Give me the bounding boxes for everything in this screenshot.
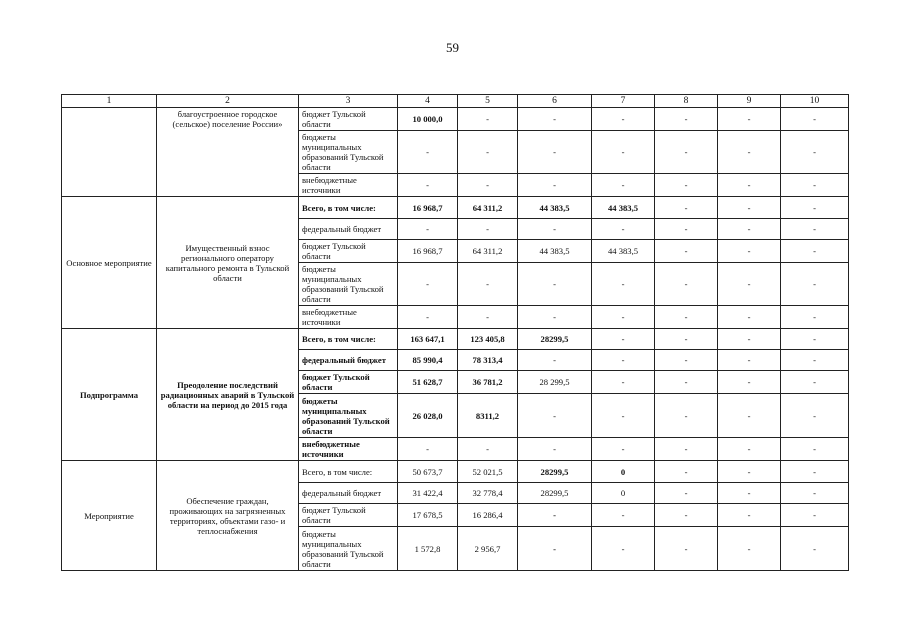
value-cell: - bbox=[781, 131, 849, 174]
value-cell: - bbox=[718, 131, 781, 174]
value-cell: - bbox=[718, 197, 781, 219]
value-cell: - bbox=[781, 263, 849, 306]
section-type-cell: Основное мероприятие bbox=[62, 197, 157, 329]
value-cell: - bbox=[592, 131, 655, 174]
value-cell: - bbox=[458, 219, 518, 240]
value-cell: - bbox=[458, 263, 518, 306]
value-cell: - bbox=[398, 263, 458, 306]
funding-source-cell: федеральный бюджет bbox=[299, 350, 398, 371]
funding-source-cell: бюджет Тульской области bbox=[299, 240, 398, 263]
value-cell: - bbox=[592, 174, 655, 197]
value-cell: 78 313,4 bbox=[458, 350, 518, 371]
value-cell: - bbox=[518, 263, 592, 306]
value-cell: - bbox=[655, 306, 718, 329]
column-header: 5 bbox=[458, 95, 518, 108]
table-row bbox=[62, 108, 849, 131]
value-cell: - bbox=[781, 527, 849, 571]
value-cell: - bbox=[518, 350, 592, 371]
budget-table bbox=[61, 94, 849, 571]
value-cell: 44 383,5 bbox=[592, 240, 655, 263]
value-cell: - bbox=[718, 329, 781, 350]
value-cell: 28 299,5 bbox=[518, 371, 592, 394]
funding-source-cell: бюджет Тульской области bbox=[299, 504, 398, 527]
section-name-cell: благоустроенное городское (сельское) поселение России» bbox=[157, 108, 299, 197]
table-row bbox=[62, 461, 849, 483]
value-cell: 44 383,5 bbox=[518, 240, 592, 263]
value-cell: - bbox=[592, 350, 655, 371]
value-cell: - bbox=[592, 394, 655, 438]
value-cell: - bbox=[781, 306, 849, 329]
value-cell: 52 021,5 bbox=[458, 461, 518, 483]
column-header: 6 bbox=[518, 95, 592, 108]
value-cell: - bbox=[518, 108, 592, 131]
value-cell: 26 028,0 bbox=[398, 394, 458, 438]
value-cell: 44 383,5 bbox=[518, 197, 592, 219]
header-row bbox=[62, 95, 849, 108]
value-cell: - bbox=[781, 329, 849, 350]
page-number: 59 bbox=[446, 40, 459, 55]
value-cell: 44 383,5 bbox=[592, 197, 655, 219]
funding-source-cell: Всего, в том числе: bbox=[299, 329, 398, 350]
funding-source-cell: внебюджетные источники bbox=[299, 306, 398, 329]
value-cell: - bbox=[781, 350, 849, 371]
funding-source-cell: бюджеты муниципальных образований Тульской области bbox=[299, 131, 398, 174]
value-cell: - bbox=[781, 461, 849, 483]
value-cell: - bbox=[718, 219, 781, 240]
value-cell: - bbox=[655, 263, 718, 306]
funding-source-cell: Всего, в том числе: bbox=[299, 461, 398, 483]
value-cell: 64 311,2 bbox=[458, 197, 518, 219]
table-row bbox=[62, 329, 849, 350]
value-cell: 163 647,1 bbox=[398, 329, 458, 350]
section-type-cell: Подпрограмма bbox=[62, 329, 157, 461]
value-cell: - bbox=[592, 527, 655, 571]
value-cell: - bbox=[655, 108, 718, 131]
funding-source-cell: бюджеты муниципальных образований Тульской области bbox=[299, 394, 398, 438]
value-cell: - bbox=[458, 174, 518, 197]
value-cell: - bbox=[518, 219, 592, 240]
funding-source-cell: Всего, в том числе: bbox=[299, 197, 398, 219]
value-cell: - bbox=[718, 371, 781, 394]
value-cell: - bbox=[781, 174, 849, 197]
value-cell: - bbox=[458, 108, 518, 131]
value-cell: - bbox=[718, 527, 781, 571]
value-cell: 50 673,7 bbox=[398, 461, 458, 483]
value-cell: 1 572,8 bbox=[398, 527, 458, 571]
value-cell: - bbox=[518, 527, 592, 571]
column-header: 4 bbox=[398, 95, 458, 108]
value-cell: 16 968,7 bbox=[398, 240, 458, 263]
value-cell: - bbox=[592, 306, 655, 329]
value-cell: - bbox=[655, 371, 718, 394]
value-cell: - bbox=[718, 306, 781, 329]
value-cell: 51 628,7 bbox=[398, 371, 458, 394]
value-cell: - bbox=[781, 219, 849, 240]
value-cell: - bbox=[398, 306, 458, 329]
value-cell: - bbox=[518, 394, 592, 438]
section-name-cell: Имущественный взнос регионального оператору капитального ремонта в Тульской области bbox=[157, 197, 299, 329]
value-cell: - bbox=[592, 438, 655, 461]
value-cell: - bbox=[718, 438, 781, 461]
column-header: 10 bbox=[781, 95, 849, 108]
value-cell: 123 405,8 bbox=[458, 329, 518, 350]
value-cell: - bbox=[718, 263, 781, 306]
value-cell: - bbox=[655, 197, 718, 219]
value-cell: - bbox=[781, 483, 849, 504]
value-cell: - bbox=[398, 438, 458, 461]
value-cell: - bbox=[781, 197, 849, 219]
funding-source-cell: федеральный бюджет bbox=[299, 483, 398, 504]
value-cell: - bbox=[458, 306, 518, 329]
value-cell: 32 778,4 bbox=[458, 483, 518, 504]
value-cell: 31 422,4 bbox=[398, 483, 458, 504]
section-name-cell: Обеспечение граждан, проживающих на загрязненных территориях, объектами газо- и теплоснабжения bbox=[157, 461, 299, 571]
value-cell: 0 bbox=[592, 461, 655, 483]
value-cell: - bbox=[398, 131, 458, 174]
funding-source-cell: бюджеты муниципальных образований Тульской области bbox=[299, 263, 398, 306]
value-cell: - bbox=[781, 394, 849, 438]
value-cell: - bbox=[518, 438, 592, 461]
value-cell: - bbox=[718, 174, 781, 197]
value-cell: - bbox=[518, 306, 592, 329]
column-header: 9 bbox=[718, 95, 781, 108]
value-cell: - bbox=[718, 504, 781, 527]
value-cell: - bbox=[655, 438, 718, 461]
value-cell: - bbox=[592, 263, 655, 306]
value-cell: 16 286,4 bbox=[458, 504, 518, 527]
value-cell: - bbox=[781, 108, 849, 131]
value-cell: 0 bbox=[592, 483, 655, 504]
table-row bbox=[62, 197, 849, 219]
section-name-cell: Преодоление последствий радиационных аварий в Тульской области на период до 2015 года bbox=[157, 329, 299, 461]
column-header: 1 bbox=[62, 95, 157, 108]
value-cell: - bbox=[518, 131, 592, 174]
value-cell: - bbox=[655, 483, 718, 504]
column-header: 2 bbox=[157, 95, 299, 108]
value-cell: - bbox=[781, 504, 849, 527]
value-cell: - bbox=[592, 371, 655, 394]
value-cell: - bbox=[398, 219, 458, 240]
value-cell: 17 678,5 bbox=[398, 504, 458, 527]
funding-source-cell: федеральный бюджет bbox=[299, 219, 398, 240]
value-cell: - bbox=[518, 504, 592, 527]
value-cell: - bbox=[718, 461, 781, 483]
funding-source-cell: бюджеты муниципальных образований Тульской области bbox=[299, 527, 398, 571]
value-cell: 64 311,2 bbox=[458, 240, 518, 263]
value-cell: 8311,2 bbox=[458, 394, 518, 438]
funding-source-cell: бюджет Тульской области bbox=[299, 371, 398, 394]
value-cell: - bbox=[718, 350, 781, 371]
value-cell: - bbox=[655, 504, 718, 527]
value-cell: - bbox=[592, 329, 655, 350]
column-header: 8 bbox=[655, 95, 718, 108]
value-cell: - bbox=[781, 438, 849, 461]
value-cell: - bbox=[655, 461, 718, 483]
value-cell: - bbox=[458, 438, 518, 461]
value-cell: 10 000,0 bbox=[398, 108, 458, 131]
table-body bbox=[62, 108, 849, 571]
value-cell: 28299,5 bbox=[518, 461, 592, 483]
funding-source-cell: внебюджетные источники bbox=[299, 438, 398, 461]
value-cell: - bbox=[458, 131, 518, 174]
value-cell: - bbox=[781, 240, 849, 263]
funding-source-cell: внебюджетные источники bbox=[299, 174, 398, 197]
value-cell: 2 956,7 bbox=[458, 527, 518, 571]
column-header: 3 bbox=[299, 95, 398, 108]
section-type-cell bbox=[62, 108, 157, 197]
column-header: 7 bbox=[592, 95, 655, 108]
value-cell: - bbox=[655, 329, 718, 350]
section-type-cell: Мероприятие bbox=[62, 461, 157, 571]
value-cell: - bbox=[592, 108, 655, 131]
value-cell: - bbox=[398, 174, 458, 197]
value-cell: - bbox=[718, 108, 781, 131]
value-cell: - bbox=[781, 371, 849, 394]
funding-source-cell: бюджет Тульской области bbox=[299, 108, 398, 131]
value-cell: - bbox=[718, 240, 781, 263]
value-cell: 85 990,4 bbox=[398, 350, 458, 371]
value-cell: - bbox=[592, 219, 655, 240]
value-cell: - bbox=[655, 240, 718, 263]
value-cell: - bbox=[655, 394, 718, 438]
value-cell: 28299,5 bbox=[518, 329, 592, 350]
value-cell: - bbox=[592, 504, 655, 527]
value-cell: - bbox=[655, 219, 718, 240]
value-cell: 16 968,7 bbox=[398, 197, 458, 219]
value-cell: - bbox=[655, 131, 718, 174]
value-cell: - bbox=[655, 350, 718, 371]
value-cell: 36 781,2 bbox=[458, 371, 518, 394]
value-cell: - bbox=[718, 394, 781, 438]
value-cell: 28299,5 bbox=[518, 483, 592, 504]
value-cell: - bbox=[518, 174, 592, 197]
value-cell: - bbox=[655, 174, 718, 197]
value-cell: - bbox=[718, 483, 781, 504]
value-cell: - bbox=[655, 527, 718, 571]
